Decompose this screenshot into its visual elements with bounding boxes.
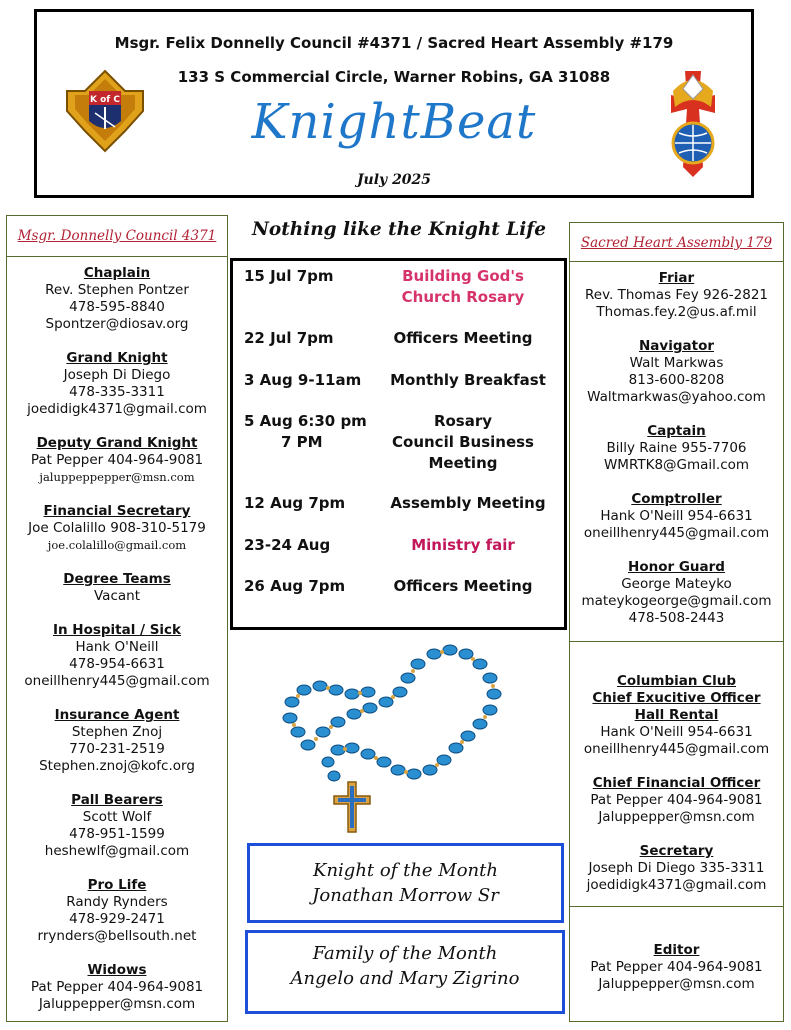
officer-role: Captain [647, 423, 706, 439]
officer-honor-guard [571, 559, 782, 627]
officer-detail: joedidigk4371@gmail.com [27, 401, 207, 417]
officer-role: Chaplain [83, 265, 151, 281]
officer-comptroller [571, 491, 782, 542]
editor-block [571, 942, 782, 993]
officer-detail: 770-231-2519 [69, 741, 165, 757]
event-date: 15 Jul 7pm [244, 267, 334, 285]
officer-role: Pro Life [87, 877, 147, 893]
officer-detail: Joseph Di Diego 335-3311 [588, 860, 765, 876]
officer-detail: joe.colalillo@gmail.com [47, 538, 187, 552]
officer-detail: Thomas.fey.2@us.af.mil [596, 304, 757, 320]
officer-role: Chief Financial Officer [592, 775, 761, 791]
council-assembly-title: Msgr. Felix Donnelly Council #4371 / Sacred Heart Assembly #179 [114, 34, 674, 52]
officer-detail: mateykogeorge@gmail.com [581, 593, 772, 609]
officer-role: Comptroller [631, 491, 722, 507]
event-date: 26 Aug 7pm [244, 577, 346, 595]
officer-chaplain [8, 265, 226, 333]
officer-role: Secretary [639, 843, 714, 859]
officer-pall-bearers [8, 792, 226, 860]
masthead-box [34, 9, 754, 198]
officer-financial-secretary [8, 503, 226, 554]
club-secretary [571, 843, 782, 894]
officer-role: Grand Knight [66, 350, 168, 366]
event-schedule [230, 258, 567, 630]
officer-role: In Hospital / Sick [52, 622, 182, 638]
officer-pro-life [8, 877, 226, 945]
officer-role: Financial Secretary [43, 503, 191, 519]
officer-detail: Jaluppepper@msn.com [598, 976, 755, 992]
event-title: Assembly Meeting [390, 494, 546, 512]
officer-widows [8, 962, 226, 1013]
officer-insurance-agent [8, 707, 226, 775]
officer-role: Insurance Agent [54, 707, 180, 723]
officer-detail: Scott Wolf [82, 809, 152, 825]
officer-detail: joedidigk4371@gmail.com [586, 877, 767, 893]
officer-detail: 478-508-2443 [628, 610, 725, 626]
officer-detail: Vacant [93, 588, 140, 604]
officer-detail: rrynders@bellsouth.net [37, 928, 197, 944]
officer-role: Navigator [639, 338, 714, 354]
officer-captain [571, 423, 782, 474]
officer-detail: Rev. Thomas Fey 926-2821 [584, 287, 769, 303]
kofc-logo-text: K of C [90, 95, 120, 105]
address: 133 S Commercial Circle, Warner Robins, GA 31088 [177, 68, 611, 86]
officer-detail: Rev. Stephen Pontzer [45, 282, 189, 298]
officer-role: Editor [653, 942, 700, 958]
council-panel-header [6, 215, 228, 257]
officer-detail: heshewlf@gmail.com [44, 843, 190, 859]
officer-detail: 478-595-8840 [69, 299, 165, 315]
assembly-officers-list [571, 270, 782, 644]
officer-detail: oneillhenry445@gmail.com [24, 673, 210, 689]
officer-role: Deputy Grand Knight [36, 435, 198, 451]
assembly-panel-header [569, 222, 784, 262]
officer-role: Pall Bearers [71, 792, 163, 808]
event-title: Officers Meeting [393, 329, 533, 347]
officer-role: Friar [658, 270, 695, 286]
officer-detail: Randy Rynders [66, 894, 168, 910]
officer-role: Degree Teams [63, 571, 171, 587]
event-title: Monthly Breakfast [390, 371, 546, 389]
assembly-panel-title: Sacred Heart Assembly 179 [580, 235, 773, 251]
event-title: Officers Meeting [393, 577, 533, 595]
officer-detail: Waltmarkwas@yahoo.com [587, 389, 766, 405]
officer-detail: jaluppeppepper@msn.com [39, 470, 195, 484]
tagline: Nothing like the Knight Life [251, 219, 547, 240]
officer-detail: George Mateyko [621, 576, 732, 592]
officer-detail: Hank O'Neill 954-6631 [600, 508, 753, 524]
family-of-month-name: Angelo and Mary Zigrino [290, 968, 520, 989]
officer-detail: Hank O'Neill 954-6631 [600, 724, 753, 740]
council-panel-title: Msgr. Donnelly Council 4371 [17, 228, 217, 244]
officer-detail: oneillhenry445@gmail.com [583, 525, 770, 541]
officer-detail: Jaluppepper@msn.com [598, 809, 755, 825]
officer-detail: WMRTK8@Gmail.com [603, 457, 750, 473]
event-date: 23-24 Aug [244, 536, 331, 554]
officer-role: Widows [87, 962, 147, 978]
council-officers-list [8, 265, 226, 1030]
officer-detail: Spontzer@diosav.org [45, 316, 189, 332]
knight-of-month-name: Jonathan Morrow Sr [312, 885, 499, 906]
officer-deputy-grand-knight [8, 435, 226, 486]
issue-date: July 2025 [356, 172, 432, 188]
officer-detail: 478-929-2471 [69, 911, 165, 927]
officer-detail: Pat Pepper 404-964-9081 [590, 792, 763, 808]
officer-navigator [571, 338, 782, 406]
officer-detail: Pat Pepper 404-964-9081 [590, 959, 763, 975]
officer-detail: Jaluppepper@msn.com [38, 996, 196, 1012]
officer-degree-teams [8, 571, 226, 605]
family-of-the-month [245, 930, 565, 1014]
family-of-month-title: Family of the Month [312, 943, 498, 964]
knight-of-month-title: Knight of the Month [313, 860, 498, 881]
event-title: Meeting [428, 454, 498, 472]
officer-detail: Joe Colalillo 908-310-5179 [28, 520, 206, 536]
event-title: Church Rosary [401, 288, 525, 306]
event-date: 5 Aug 6:30 pm [244, 412, 367, 430]
fourth-degree-emblem-icon [653, 69, 733, 181]
officer-detail: 478-335-3311 [69, 384, 165, 400]
officer-role: Honor Guard [628, 559, 725, 575]
event-date: 7 PM [281, 433, 323, 451]
officer-detail: Stephen.znoj@kofc.org [39, 758, 195, 774]
club-cfo [571, 775, 782, 826]
officer-detail: oneillhenry445@gmail.com [583, 741, 770, 757]
officer-hospital-sick [8, 622, 226, 690]
officer-detail: Billy Raine 955-7706 [606, 440, 747, 456]
officer-detail: Stephen Znoj [71, 724, 163, 740]
knight-of-the-month [247, 843, 564, 923]
officer-role: Columbian Club [616, 673, 736, 689]
event-date: 22 Jul 7pm [244, 329, 334, 347]
newsletter-title: KnightBeat [251, 94, 537, 150]
club-columbian [571, 673, 782, 758]
officer-detail: 478-951-1599 [69, 826, 165, 842]
event-title: Rosary [433, 412, 493, 430]
officer-detail: 478-954-6631 [69, 656, 165, 672]
officer-grand-knight [8, 350, 226, 418]
event-title: Ministry fair [411, 536, 515, 554]
officer-role: Hall Rental [634, 707, 719, 723]
event-title: Building God's [402, 267, 524, 285]
columbian-club-list [571, 673, 782, 911]
officer-role: Chief Exucitive Officer [592, 690, 761, 706]
officer-detail: Pat Pepper 404-964-9081 [30, 452, 204, 468]
event-date: 3 Aug 9-11am [244, 371, 362, 389]
event-title: Council Business [392, 433, 534, 451]
kofc-emblem-icon [65, 69, 145, 153]
rosary-image [268, 640, 518, 835]
event-date: 12 Aug 7pm [244, 494, 346, 512]
officer-detail: Hank O'Neill [75, 639, 159, 655]
officer-detail: 813-600-8208 [628, 372, 725, 388]
officer-detail: Pat Pepper 404-964-9081 [30, 979, 204, 995]
officer-detail: Walt Markwas [629, 355, 724, 371]
officer-friar [571, 270, 782, 321]
officer-detail: Joseph Di Diego [63, 367, 171, 383]
